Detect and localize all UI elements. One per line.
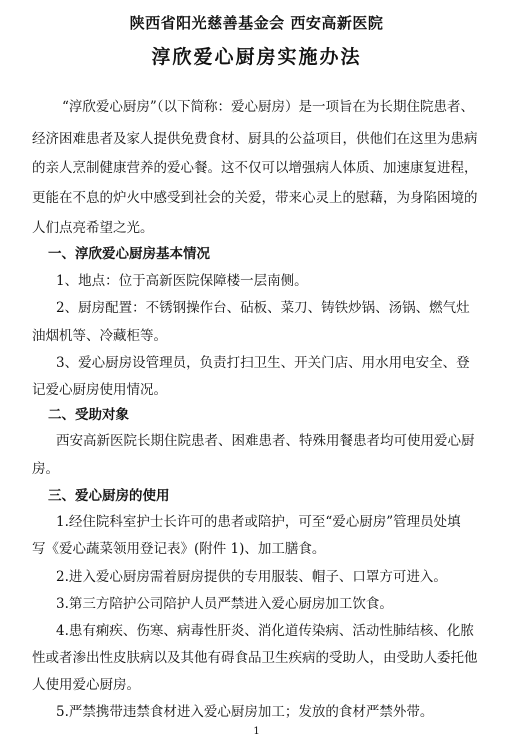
section1-item3-line-1: 3、爱心厨房设管理员，负责打扫卫生、开关门店、用水用电安全、登 — [56, 355, 470, 371]
intro-line-2: 经济困难患者及家人提供免费食材、厨具的公益项目，供他们在这里为患病 — [32, 131, 478, 147]
section-heading-1: 一、淳欣爱心厨房基本情况 — [48, 246, 210, 262]
section-heading-3: 三、爱心厨房的使用 — [48, 488, 170, 504]
section-heading-2: 二、受助对象 — [48, 407, 129, 423]
section1-item3-line-2: 记爱心厨房使用情况。 — [32, 382, 167, 398]
section1-item2-line-1: 2、厨房配置：不锈钢操作台、砧板、菜刀、铸铁炒锅、汤锅、燃气灶 — [56, 300, 470, 316]
section3-item4-line-1: 4.患有痢疾、伤寒、病毒性肝炎、消化道传染病、活动性肺结核、化脓 — [56, 623, 474, 639]
section3-item4-line-2: 性或者渗出性皮肤病以及其他有碍食品卫生疾病的受助人，由受助人委托他 — [32, 650, 478, 666]
intro-line-4: 更能在不息的炉火中感受到社会的关爱，带来心灵上的慰藉，为身陷困境的 — [32, 190, 478, 206]
section3-item1-line-2: 写《爱心蔬菜领用登记表》(附件 1)、加工膳食。 — [32, 541, 326, 557]
intro-line-3: 的亲人烹制健康营养的爱心餐。这不仅可以增强病人体质、加速康复进程， — [32, 160, 478, 176]
section1-item1-line: 1、地点：位于高新医院保障楼一层南侧。 — [56, 273, 308, 289]
section3-item1-line-1: 1.经住院科室护士长许可的患者或陪护，可至“爱心厨房”管理员处填 — [56, 514, 461, 530]
section3-item4-line-3: 人使用爱心厨房。 — [32, 677, 140, 693]
intro-line-1: “淳欣爱心厨房”（以下简称：爱心厨房）是一项旨在为长期住院患者、 — [62, 99, 475, 115]
section1-item2-line-2: 油烟机等、冷藏柜等。 — [32, 328, 167, 344]
document-title: 淳欣爱心厨房实施办法 — [151, 46, 362, 68]
section3-item3-line: 3.第三方陪护公司陪护人员严禁进入爱心厨房加工饮食。 — [56, 596, 393, 612]
section3-item5-line: 5.严禁携带违禁食材进入爱心厨房加工；发放的食材严禁外带。 — [56, 704, 434, 720]
intro-line-5: 人们点亮希望之光。 — [32, 220, 154, 236]
organization-header: 陕西省阳光慈善基金会 西安高新医院 — [129, 14, 384, 32]
section2-line-2: 房。 — [32, 461, 59, 477]
page-number: 1 — [253, 726, 260, 737]
section2-line-1: 西安高新医院长期住院患者、困难患者、特殊用餐患者均可使用爱心厨 — [56, 433, 475, 449]
section3-item2-line: 2.进入爱心厨房需着厨房提供的专用服装、帽子、口罩方可进入。 — [56, 569, 447, 585]
